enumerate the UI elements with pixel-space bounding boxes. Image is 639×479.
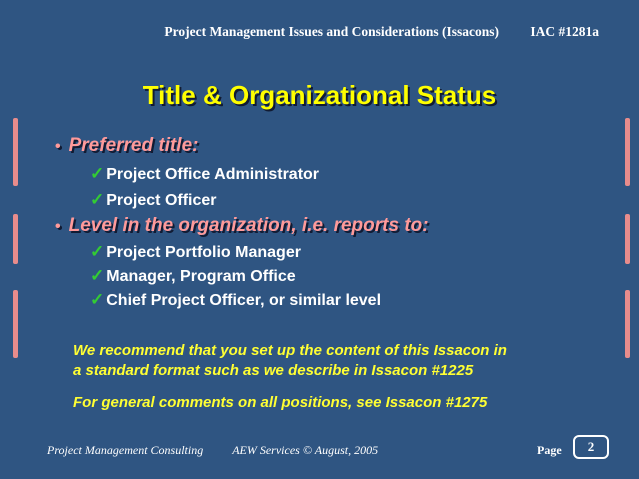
list-item	[90, 190, 217, 210]
bullet-heading-text: Preferred title:	[68, 135, 199, 156]
right-accent-bar-top	[625, 118, 630, 186]
left-accent-bar-bottom	[13, 290, 18, 358]
note-line: We recommend that you set up the content of this Issacon in	[73, 342, 507, 359]
list-item-text: Project Portfolio Manager	[106, 244, 301, 261]
right-accent-bar-middle	[625, 214, 630, 264]
bullet-heading-text: Level in the organization, i.e. reports to:	[68, 215, 429, 236]
general-comments-note: For general comments on all positions, see Issacon #1275	[73, 394, 488, 411]
bullet-dot-icon: •	[55, 218, 61, 235]
bullet-heading-organization-level	[55, 215, 429, 237]
checkmark-icon: ✓	[90, 190, 105, 209]
page-label: Page	[537, 443, 562, 457]
slide-title: Title & Organizational Status	[142, 80, 497, 110]
checkmark-icon: ✓	[90, 242, 105, 261]
list-item-text: Project Office Administrator	[106, 166, 320, 183]
list-item-text: Manager, Program Office	[106, 268, 296, 285]
bullet-dot-icon: •	[55, 138, 61, 155]
left-accent-bar-top	[13, 118, 18, 186]
list-item	[90, 164, 319, 184]
list-item-text: Project Officer	[106, 192, 217, 209]
slide-header	[164, 24, 599, 40]
footer-company: Project Management Consulting	[47, 443, 204, 457]
list-item	[90, 290, 381, 310]
list-item-text: Chief Project Officer, or similar level	[106, 292, 382, 309]
footer-credits	[47, 443, 378, 458]
note-line: a standard format such as we describe in Issacon #1225	[73, 362, 474, 379]
list-item	[90, 242, 301, 262]
checkmark-icon: ✓	[90, 290, 105, 309]
left-accent-bar-middle	[13, 214, 18, 264]
page-number-box: 2	[573, 435, 609, 459]
header-title: Project Management Issues and Considerations (Issacons)	[164, 24, 499, 39]
right-accent-bar-bottom	[625, 290, 630, 358]
bullet-heading-preferred-title	[55, 135, 198, 157]
header-code: IAC #1281a	[530, 24, 599, 39]
footer-copyright: AEW Services © August, 2005	[232, 443, 379, 457]
recommendation-note	[73, 341, 507, 381]
checkmark-icon: ✓	[90, 266, 105, 285]
checkmark-icon: ✓	[90, 164, 105, 183]
list-item	[90, 266, 296, 286]
